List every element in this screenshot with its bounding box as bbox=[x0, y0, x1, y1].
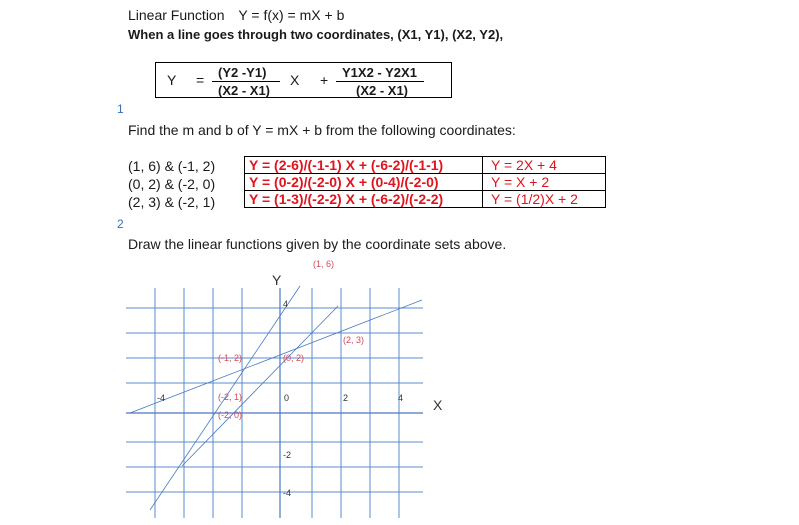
slope-denominator: (X2 - X1) bbox=[218, 83, 271, 98]
solution-expression-1: Y = (2-6)/(-1-1) X + (-6-2)/(-1-1) bbox=[245, 157, 483, 174]
title-text: Linear Function bbox=[128, 7, 225, 23]
x-tick-label: 2 bbox=[343, 393, 349, 403]
solution-result-1: Y = 2X + 4 bbox=[483, 157, 606, 174]
solution-result-2: Y = X + 2 bbox=[483, 174, 606, 191]
function-lines bbox=[130, 286, 422, 510]
x-axis-label: X bbox=[433, 397, 443, 413]
title-formula: Y = f(x) = mX + b bbox=[238, 7, 345, 23]
x-tick-label: -4 bbox=[157, 393, 166, 403]
solution-expression-2: Y = (0-2)/(-2-0) X + (0-4)/(-2-0) bbox=[245, 174, 483, 191]
y-tick-label: -2 bbox=[283, 450, 292, 460]
x-tick-label: 4 bbox=[398, 393, 404, 403]
line-y-half-x-plus-2 bbox=[130, 300, 422, 413]
intercept-denominator: (X2 - X1) bbox=[356, 83, 409, 98]
y-tick-label: 4 bbox=[283, 299, 289, 309]
formula-equals: = bbox=[196, 72, 205, 88]
point-label: (-2, 0) bbox=[218, 410, 243, 420]
axes bbox=[126, 288, 423, 518]
point-label: (-2, 1) bbox=[218, 392, 243, 402]
grid-lines bbox=[126, 288, 423, 518]
point-label: (0, 2) bbox=[283, 353, 305, 363]
section-number-1: 1 bbox=[117, 102, 124, 116]
y-axis-label: Y bbox=[272, 272, 282, 288]
section2-prompt: Draw the linear functions given by the coordinate sets above. bbox=[128, 236, 507, 252]
y-tick-label: -4 bbox=[283, 488, 292, 498]
section1-prompt: Find the m and b of Y = mX + b from the following coordinates: bbox=[128, 122, 516, 138]
coordinate-pair-3: (2, 3) & (-2, 1) bbox=[128, 194, 216, 210]
solution-result-3: Y = (1/2)X + 2 bbox=[483, 191, 606, 208]
intercept-numerator: Y1X2 - Y2X1 bbox=[342, 65, 417, 80]
formula-lhs: Y bbox=[167, 72, 177, 88]
coordinate-pair-2: (0, 2) & (-2, 0) bbox=[128, 176, 216, 192]
point-label: (2, 3) bbox=[343, 335, 365, 345]
section-number-2: 2 bbox=[117, 217, 124, 231]
solution-expression-3: Y = (1-3)/(-2-2) X + (-6-2)/(-2-2) bbox=[245, 191, 483, 208]
formula-x: X bbox=[290, 72, 300, 88]
point-label: (1, 6) bbox=[313, 259, 335, 269]
slope-numerator: (Y2 -Y1) bbox=[218, 65, 267, 80]
x-tick-label: 0 bbox=[284, 393, 290, 403]
page-subtitle: When a line goes through two coordinates, (X1, Y1), (X2, Y2), bbox=[128, 27, 504, 42]
formula-plus: + bbox=[320, 72, 329, 88]
coordinate-pair-1: (1, 6) & (-1, 2) bbox=[128, 158, 216, 174]
point-label: (-1, 2) bbox=[218, 353, 243, 363]
